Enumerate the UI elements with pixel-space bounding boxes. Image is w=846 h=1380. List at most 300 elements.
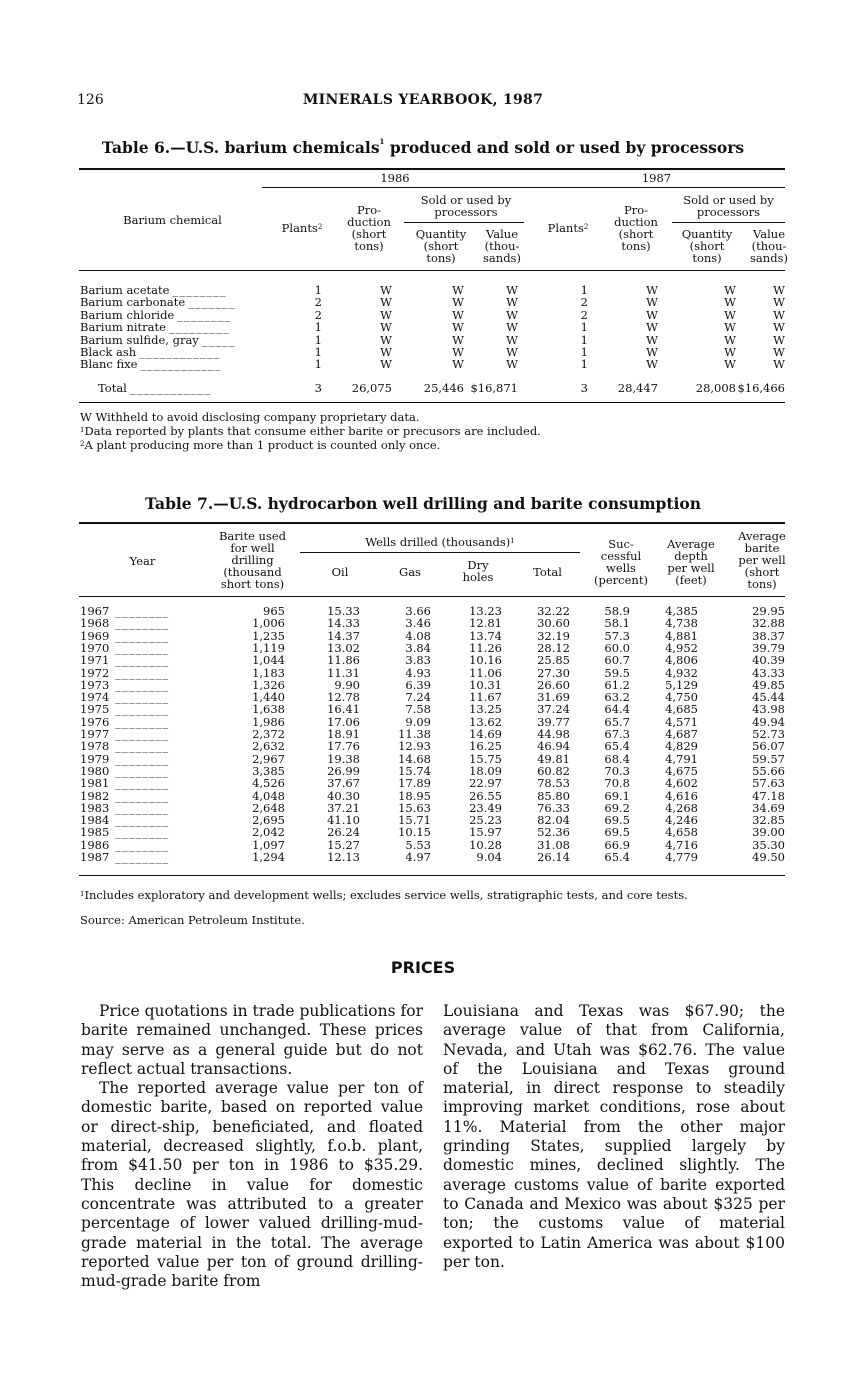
row-name: Black ash	[80, 345, 137, 359]
table-cell: 4.08	[405, 628, 431, 643]
dot-leader: _____	[201, 332, 236, 347]
table-cell: 52.36	[537, 825, 570, 840]
header-line: barite	[744, 541, 780, 555]
table-cell: 3.84	[405, 640, 431, 655]
table-cell: W	[773, 295, 785, 310]
table-cell: 32.22	[537, 604, 570, 618]
table-row-label	[80, 358, 221, 370]
table-cell: 26,075	[351, 381, 392, 395]
table-cell: 2,632	[252, 739, 285, 754]
table-cell: 25.85	[537, 653, 570, 668]
row-name: Barium acetate	[80, 283, 170, 297]
table-cell: 25.23	[469, 813, 502, 828]
table-cell: 11.31	[327, 665, 360, 680]
table-cell: W	[506, 332, 518, 347]
footnote: $^2$A plant producing more than 1 product is counted only once.	[80, 438, 441, 452]
table-cell: 1,294	[252, 850, 285, 864]
table-cell: 41.10	[327, 813, 360, 828]
header-line: Value	[753, 227, 785, 241]
table-cell: 4,738	[665, 616, 698, 631]
header-line: tons)	[747, 577, 777, 591]
header-line: duction	[347, 215, 391, 229]
table-cell: 1	[580, 283, 588, 297]
table-cell: 1	[314, 332, 322, 347]
t6-col-quantity-1987	[672, 228, 742, 264]
table-cell: 15.33	[327, 604, 360, 618]
table-cell: 1	[580, 345, 588, 359]
table-cell: 35.30	[752, 837, 785, 852]
header-line: Value	[486, 227, 518, 241]
table-cell: 12.13	[327, 850, 360, 864]
table-cell: 1	[580, 357, 588, 372]
table-cell: W	[724, 357, 736, 372]
table-row-label	[80, 346, 220, 358]
header-line: Sold or used by	[420, 193, 512, 207]
header-line: for well	[230, 541, 275, 555]
header-line: (thou-	[751, 239, 787, 253]
table-cell: 57.3	[604, 628, 630, 643]
table-cell: 4,658	[665, 825, 698, 840]
table-cell: 13.62	[469, 714, 502, 729]
table-cell: 12.81	[469, 616, 502, 631]
table-row-label: 1976 ________	[80, 714, 170, 729]
t7-col-gas: Gas	[399, 565, 421, 579]
row-name: Barium nitrate	[80, 320, 166, 335]
header-line: Pro-	[356, 203, 382, 217]
header-line: processors	[434, 205, 498, 219]
table-cell: 15.97	[469, 825, 502, 840]
table-cell: 1,119	[252, 640, 285, 655]
table-cell: 39.77	[537, 714, 570, 729]
row-name: Barium sulfide, gray	[80, 332, 199, 347]
header-line: tons)	[692, 251, 722, 265]
row-name: Total	[98, 381, 127, 395]
table-cell: 15.74	[398, 763, 431, 778]
table-cell: 26.14	[537, 850, 570, 864]
table-cell: 11.86	[327, 653, 360, 668]
table-cell: 4,687	[665, 727, 698, 741]
table-cell: W	[506, 345, 518, 359]
table-cell: W	[724, 345, 736, 359]
t6-col-quantity-1986	[408, 228, 474, 264]
table-cell: 1	[314, 320, 322, 335]
table-cell: 5.53	[405, 837, 431, 852]
table-cell: 40.39	[752, 653, 785, 668]
table-cell: 46.94	[537, 739, 570, 754]
table-cell: 4,602	[665, 776, 698, 791]
table-cell: $16,466	[737, 381, 785, 395]
table-cell: 45.44	[752, 690, 785, 705]
table-cell: 49.81	[537, 751, 570, 766]
footnote: W Withheld to avoid disclosing company proprietary data.	[80, 410, 420, 424]
table-cell: 60.0	[604, 640, 630, 655]
table-cell: 10.16	[469, 653, 502, 668]
table-cell: 3	[314, 381, 322, 395]
table-cell: 28,008	[695, 381, 736, 395]
table-cell: 67.3	[604, 727, 630, 741]
header-line: (thou-	[484, 239, 520, 253]
table-cell: W	[773, 320, 785, 335]
table-cell: 10.31	[469, 677, 502, 692]
table-cell: W	[452, 345, 464, 359]
table-cell: W	[506, 295, 518, 310]
table-cell: 34.69	[752, 800, 785, 815]
table-cell: 17.89	[398, 776, 431, 791]
table-cell: 10.15	[398, 825, 431, 840]
table-cell: 2	[314, 307, 322, 322]
dot-leader: _________	[168, 320, 230, 335]
table-row-label	[80, 284, 226, 296]
table-cell: W	[646, 295, 658, 310]
table-cell: 3.66	[405, 604, 431, 618]
header-line: Dry	[467, 558, 489, 572]
prices-paragraph: Price quotations in trade publications for barite remained unchanged. These prices may serve as a general guide but do not reflect actual transactions.	[81, 1002, 423, 1078]
table-cell: 12.93	[398, 739, 431, 754]
table-cell: 4,791	[665, 751, 698, 766]
header-line: (thousand	[223, 565, 282, 579]
table-cell: 4,750	[665, 690, 698, 705]
header-line: (short	[351, 227, 387, 241]
table-cell: 82.04	[537, 813, 570, 828]
table-cell: W	[380, 357, 392, 372]
header-line: tons)	[621, 239, 651, 253]
table-row-label: 1984 ________	[80, 813, 170, 828]
table-cell: 3.83	[405, 653, 431, 668]
table-cell: 26.55	[469, 788, 502, 803]
t6-col-sold-1986	[404, 194, 528, 218]
table-cell: 39.79	[752, 640, 785, 655]
table-cell: W	[506, 307, 518, 322]
table-cell: 59.5	[604, 665, 630, 680]
header-line: tons)	[426, 251, 456, 265]
table-cell: 4,268	[665, 800, 698, 815]
table-cell: W	[724, 320, 736, 335]
table-cell: 56.07	[752, 739, 785, 754]
table-cell: 3,385	[252, 763, 285, 778]
table-row-label	[80, 321, 230, 333]
page-number: 126	[77, 92, 104, 108]
header-line: tons)	[354, 239, 384, 253]
header-line: Average	[738, 529, 786, 543]
header-line: Quantity	[681, 227, 733, 241]
table-row-label: 1969 ________	[80, 628, 170, 643]
table-cell: 13.02	[327, 640, 360, 655]
table-cell: 55.66	[752, 763, 785, 778]
table-cell: 16.25	[469, 739, 502, 754]
running-title: MINERALS YEARBOOK, 1987	[302, 92, 544, 108]
table-cell: W	[773, 307, 785, 322]
table-cell: 1,326	[252, 677, 285, 692]
table-cell: 3.46	[405, 616, 431, 631]
table-cell: 68.4	[604, 751, 630, 766]
table-cell: W	[506, 320, 518, 335]
t6-col-plants-1986: Plants$^2$	[281, 221, 323, 235]
t7-source: Source: American Petroleum Institute.	[80, 913, 305, 927]
table-cell: 4,952	[665, 640, 698, 655]
header-line: Pro-	[623, 203, 649, 217]
row-name: Blanc fixe	[80, 357, 138, 372]
table-cell: 69.1	[604, 788, 630, 803]
table-cell: 4,616	[665, 788, 698, 803]
table-cell: 14.68	[398, 751, 431, 766]
table-cell: 11.67	[469, 690, 502, 705]
table-cell: 4,806	[665, 653, 698, 668]
table-cell: 9.04	[476, 850, 502, 864]
table-cell: W	[452, 320, 464, 335]
table-row-label: 1973 ________	[80, 677, 170, 692]
header-line: (short	[423, 239, 459, 253]
table-cell: 1,986	[252, 714, 285, 729]
table-cell: W	[773, 332, 785, 347]
table-cell: 65.4	[604, 739, 630, 754]
table-row-label: 1967 ________	[80, 604, 170, 618]
table-cell: W	[646, 320, 658, 335]
header-line: Sold or used by	[683, 193, 774, 207]
table-row-label: 1985 ________	[80, 825, 170, 840]
t7-footnote: $^1$Includes exploratory and development wells; excludes service wells, stratigraphic tests, and core tests.	[80, 888, 688, 902]
table-cell: 9.90	[334, 677, 360, 692]
table-cell: 4.93	[405, 665, 431, 680]
table-row-label: 1987 ________	[80, 850, 170, 864]
table-cell: 1	[314, 345, 322, 359]
table-cell: 2,695	[252, 813, 285, 828]
t7-col-year: Year	[129, 554, 156, 568]
t6-year-1987: 1987	[641, 171, 672, 185]
table-cell: W	[646, 307, 658, 322]
table-cell: 1	[314, 283, 322, 297]
table-cell: 4,829	[665, 739, 698, 754]
table-cell: 26.99	[327, 763, 360, 778]
table-cell: 18.09	[469, 763, 502, 778]
table-cell: 69.5	[604, 825, 630, 840]
table-cell: 1,006	[252, 616, 285, 631]
table-cell: 4,779	[665, 850, 698, 864]
table-cell: 37.24	[537, 702, 570, 717]
header-line: drilling	[231, 553, 274, 567]
table-cell: 37.67	[327, 776, 360, 791]
table-cell: 70.8	[604, 776, 630, 791]
t7-col-total: Total	[533, 565, 562, 579]
header-line: (short	[744, 565, 780, 579]
table-cell: 4,881	[665, 628, 698, 643]
table-cell: W	[773, 357, 785, 372]
table-cell: 64.4	[604, 702, 630, 717]
row-name: Barium chloride	[80, 307, 175, 322]
header-line: (percent)	[594, 573, 648, 587]
header-line: cessful	[600, 549, 642, 563]
header-line: short tons)	[220, 577, 285, 591]
prices-right-column	[443, 1002, 785, 1272]
table-cell: 4,675	[665, 763, 698, 778]
table-cell: 13.74	[469, 628, 502, 643]
table-row-label: 1974 ________	[80, 690, 170, 705]
dot-leader: ________	[177, 307, 232, 322]
table-cell: 11.26	[469, 640, 502, 655]
table-cell: W	[452, 283, 464, 297]
table-cell: W	[773, 283, 785, 297]
table-cell: 14.33	[327, 616, 360, 631]
table-cell: 1,440	[252, 690, 285, 705]
table-row-label	[80, 334, 236, 346]
table-cell: 6.39	[405, 677, 431, 692]
table-cell: W	[380, 332, 392, 347]
table-cell: W	[380, 295, 392, 310]
table-cell: 4,048	[252, 788, 285, 803]
table-cell: 52.73	[752, 727, 785, 741]
table-cell: 26.60	[537, 677, 570, 692]
table-cell: 15.63	[398, 800, 431, 815]
table-cell: 17.76	[327, 739, 360, 754]
table-cell: 30.60	[537, 616, 570, 631]
t6-year-1986: 1986	[380, 171, 410, 185]
header-line: Suc-	[608, 537, 634, 551]
table-cell: W	[452, 295, 464, 310]
t7-col-dry-holes	[448, 559, 508, 583]
table-cell: 65.7	[604, 714, 630, 729]
table-cell: 2,042	[252, 825, 285, 840]
table-cell: 37.21	[327, 800, 360, 815]
table-cell: W	[452, 307, 464, 322]
table-cell: 29.95	[752, 604, 785, 618]
table-cell: 57.63	[752, 776, 785, 791]
table-cell: 11.38	[398, 727, 431, 741]
table-cell: 85.80	[537, 788, 570, 803]
table-cell: 63.2	[604, 690, 630, 705]
t7-col-average-barite	[728, 530, 796, 590]
table-cell: W	[724, 283, 736, 297]
header-line: (short	[689, 239, 725, 253]
table-cell: W	[452, 357, 464, 372]
table-cell: 17.06	[327, 714, 360, 729]
header-line: depth	[674, 549, 708, 563]
table-cell: 69.2	[604, 800, 630, 815]
table-cell: 43.33	[752, 665, 785, 680]
header-line: wells	[606, 561, 636, 575]
table-cell: 11.06	[469, 665, 502, 680]
table-cell: 49.85	[752, 677, 785, 692]
table-cell: 61.2	[604, 677, 630, 692]
table-cell: 43.98	[752, 702, 785, 717]
table-cell: 3	[580, 381, 588, 395]
table-row-label: 1986 ________	[80, 837, 170, 852]
footnote: $^1$Data reported by plants that consume either barite or precusors are included.	[80, 424, 541, 438]
table-cell: 23.49	[469, 800, 502, 815]
table-cell: 15.75	[469, 751, 502, 766]
dot-leader: ____________	[129, 381, 211, 395]
table-cell: 2,967	[252, 751, 285, 766]
table-cell: 4.97	[405, 850, 431, 864]
table-cell: 1,183	[252, 665, 285, 680]
header-line: per well	[667, 561, 715, 575]
table-row-label: 1981 ________	[80, 776, 170, 791]
table-cell: 13.23	[469, 604, 502, 618]
dot-leader: ________	[172, 283, 227, 297]
table-row-label	[80, 296, 235, 308]
prices-paragraph: The reported average value per ton of domestic barite, based on reported value or direct-ship, beneficiated, and floated material, decreased slightly, f.o.b. plant, from $41.50 per ton in 1986 to $35.29. This decline in value for domestic concentrate was attributed to a greater percentage of lower valued drilling-mud-grade material in the total. The average reported value per ton of ground drilling-mud-grade barite from	[81, 1079, 423, 1291]
table-cell: 2	[314, 295, 322, 310]
table-cell: W	[724, 307, 736, 322]
table-cell: W	[724, 332, 736, 347]
t6-col-barium-chemical: Barium chemical	[123, 213, 222, 227]
table-cell: 16.41	[327, 702, 360, 717]
table-cell: 31.69	[537, 690, 570, 705]
table-cell: 60.82	[537, 763, 570, 778]
t7-col-average-depth	[660, 538, 722, 586]
table-cell: 10.28	[469, 837, 502, 852]
table-cell: 65.4	[604, 850, 630, 864]
row-name: Barium carbonate	[80, 295, 186, 310]
table-cell: 28.12	[537, 640, 570, 655]
table-cell: W	[452, 332, 464, 347]
table-row-label: 1978 ________	[80, 739, 170, 754]
table-cell: 47.18	[752, 788, 785, 803]
table-cell: 32.85	[752, 813, 785, 828]
table-cell: 18.91	[327, 727, 360, 741]
table-cell: 38.37	[752, 628, 785, 643]
table-row-label	[98, 382, 211, 394]
header-line: (feet)	[675, 573, 707, 587]
table-cell: W	[646, 345, 658, 359]
table-cell: W	[646, 357, 658, 372]
table-cell: 32.88	[752, 616, 785, 631]
t6-col-production-1986	[340, 204, 398, 252]
dot-leader: _______	[188, 295, 236, 310]
table-cell: W	[724, 295, 736, 310]
table-cell: 4,932	[665, 665, 698, 680]
table-cell: W	[380, 320, 392, 335]
table-cell: 1,638	[252, 702, 285, 717]
prices-right-paragraph: Louisiana and Texas was $67.90; the average value of that from California, Nevada, and Utah was $62.76. The value of the Louisiana and Texas ground material, in direct response to steadily improving market conditions, rose about 11%. Material from the other major grinding States, supplied largely by domestic mines, declined slightly. The average customs value of barite exported to Canada and Mexico was about $325 per ton; the customs value of material exported to Latin America was about $100 per ton.	[443, 1002, 785, 1271]
header-line: sands)	[750, 251, 788, 265]
table-cell: 15.71	[398, 813, 431, 828]
header-line: sands)	[483, 251, 521, 265]
table-cell: W	[380, 307, 392, 322]
table-cell: 66.9	[604, 837, 630, 852]
table-row-label: 1970 ________	[80, 640, 170, 655]
prices-left-column	[81, 1002, 423, 1291]
table-cell: 27.30	[537, 665, 570, 680]
table-row-label: 1968 ________	[80, 616, 170, 631]
table-cell: 2,648	[252, 800, 285, 815]
table-cell: 69.5	[604, 813, 630, 828]
table-cell: 44.98	[537, 727, 570, 741]
table-cell: 1	[314, 357, 322, 372]
table-cell: 1,097	[252, 837, 285, 852]
table-cell: 58.1	[604, 616, 630, 631]
t7-col-barite-used	[205, 530, 300, 590]
table-cell: 1	[580, 320, 588, 335]
table-cell: W	[506, 283, 518, 297]
table-cell: 2	[580, 307, 588, 322]
t6-col-value-1987	[744, 228, 794, 264]
header-line: Barite used	[218, 529, 287, 543]
t6-col-sold-1987	[672, 194, 785, 218]
table-cell: 49.94	[752, 714, 785, 729]
table-cell: 18.95	[398, 788, 431, 803]
table-cell: 1,235	[252, 628, 285, 643]
header-line: holes	[462, 570, 494, 584]
table-cell: W	[380, 345, 392, 359]
table-row-label	[80, 309, 231, 321]
prices-heading: PRICES	[390, 958, 456, 977]
t7-col-wells-drilled: Wells drilled (thousands)$^1$	[365, 535, 515, 549]
table-cell: 4,685	[665, 702, 698, 717]
table-cell: 12.78	[327, 690, 360, 705]
table-cell: 9.09	[405, 714, 431, 729]
t6-col-value-1986	[476, 228, 528, 264]
table-row-label: 1972 ________	[80, 665, 170, 680]
table-cell: W	[646, 283, 658, 297]
